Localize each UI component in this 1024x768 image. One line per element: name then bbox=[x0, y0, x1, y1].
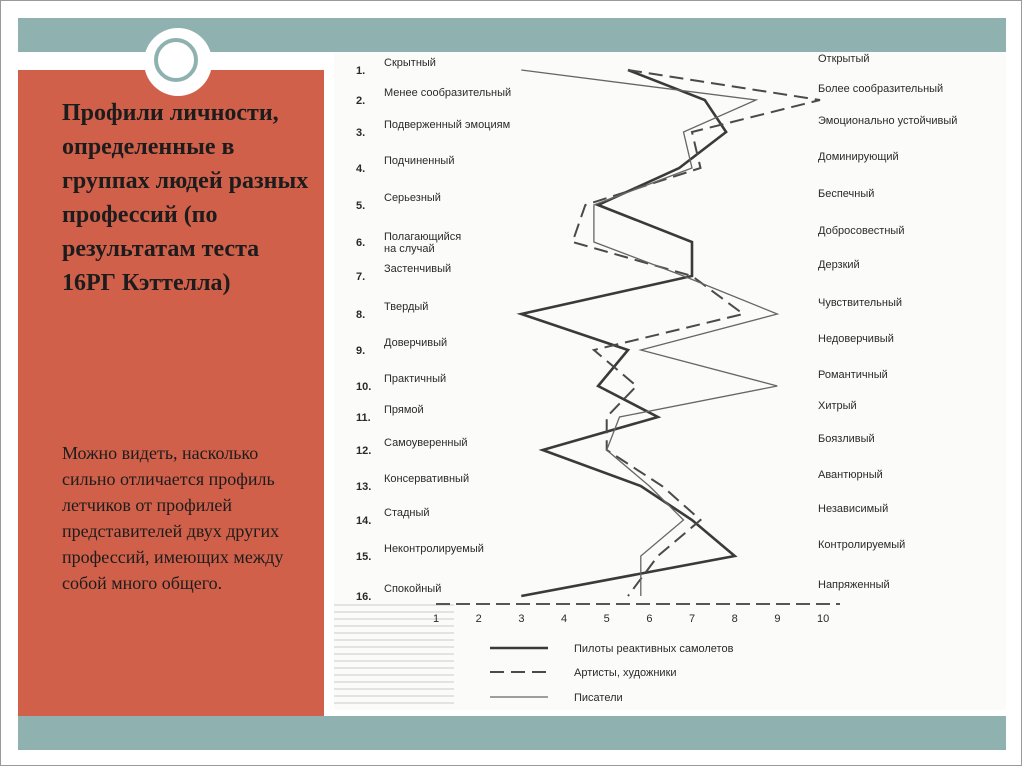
factor-number: 15. bbox=[356, 551, 372, 563]
factor-left-label: Спокойный bbox=[384, 583, 442, 595]
series-line-3 bbox=[521, 70, 777, 596]
factor-right-label: Контролируемый bbox=[818, 539, 906, 551]
factor-number: 12. bbox=[356, 445, 372, 457]
factor-number: 7. bbox=[356, 271, 366, 283]
factor-number: 2. bbox=[356, 95, 366, 107]
series-line-2 bbox=[573, 70, 821, 596]
factor-left-label: Практичный bbox=[384, 373, 447, 385]
x-tick-label: 1 bbox=[433, 613, 440, 625]
factor-number: 3. bbox=[356, 127, 366, 139]
factor-left-label: Твердый bbox=[384, 301, 429, 313]
factor-left-label-cont: на случай bbox=[384, 243, 435, 255]
factor-left-label: Застенчивый bbox=[384, 263, 452, 275]
x-tick-label: 5 bbox=[603, 613, 610, 625]
factor-right-label: Открытый bbox=[818, 53, 870, 65]
factor-left-label: Полагающийся bbox=[384, 231, 462, 243]
factor-number: 5. bbox=[356, 200, 366, 212]
factor-number: 13. bbox=[356, 481, 372, 493]
factor-right-label: Чувствительный bbox=[818, 297, 903, 309]
factor-right-label: Более сообразительный bbox=[818, 83, 944, 95]
factor-right-label: Доминирующий bbox=[818, 151, 899, 163]
factor-left-label: Скрытный bbox=[384, 57, 436, 69]
factor-number: 11. bbox=[356, 412, 371, 424]
factor-left-label: Подчиненный bbox=[384, 155, 455, 167]
factor-number: 6. bbox=[356, 237, 366, 249]
factor-right-label: Авантюрный bbox=[818, 469, 883, 481]
x-tick-label: 7 bbox=[689, 613, 696, 625]
factor-right-label: Боязливый bbox=[818, 433, 875, 445]
factor-right-label: Независимый bbox=[818, 503, 889, 515]
factor-left-label: Менее сообразительный bbox=[384, 87, 512, 99]
factor-number: 9. bbox=[356, 345, 366, 357]
legend-label: Артисты, художники bbox=[574, 667, 677, 679]
x-tick-label: 8 bbox=[731, 613, 738, 625]
factor-number: 10. bbox=[356, 381, 372, 393]
legend-label: Писатели bbox=[574, 692, 623, 704]
factor-right-label: Беспечный bbox=[818, 188, 875, 200]
slide-description: Можно видеть, насколько сильно отличается профиль летчиков от профилей представителей двух других профессий, имеющих между собой много общего. bbox=[62, 443, 284, 593]
legend-label: Пилоты реактивных самолетов bbox=[574, 643, 734, 655]
factor-number: 16. bbox=[356, 591, 372, 603]
factor-number: 14. bbox=[356, 515, 372, 527]
x-tick-label: 2 bbox=[475, 613, 482, 625]
factor-left-label: Неконтролируемый bbox=[384, 543, 484, 555]
x-tick-label: 6 bbox=[646, 613, 653, 625]
factor-number: 4. bbox=[356, 163, 366, 175]
x-tick-label: 9 bbox=[774, 613, 781, 625]
factor-left-label: Доверчивый bbox=[384, 337, 448, 349]
x-tick-label: 10 bbox=[817, 613, 830, 625]
factor-number: 1. bbox=[356, 65, 366, 77]
factor-left-label: Подверженный эмоциям bbox=[384, 119, 511, 131]
series-line-1 bbox=[521, 70, 734, 596]
factor-left-label: Самоуверенный bbox=[384, 437, 468, 449]
factor-right-label: Дерзкий bbox=[818, 259, 860, 271]
factor-right-label: Хитрый bbox=[818, 400, 857, 412]
factor-left-label: Прямой bbox=[384, 404, 424, 416]
factor-right-label: Недоверчивый bbox=[818, 333, 894, 345]
factor-left-label: Стадный bbox=[384, 507, 430, 519]
x-tick-label: 3 bbox=[518, 613, 525, 625]
x-tick-label: 4 bbox=[561, 613, 568, 625]
factor-right-label: Добросовестный bbox=[818, 225, 905, 237]
factor-right-label: Эмоционально устойчивый bbox=[818, 115, 958, 127]
slide-title: Профили личности, определенные в группах людей разных профессий (по результатам теста 16РГ Кэттелла) bbox=[62, 100, 309, 296]
factor-number: 8. bbox=[356, 309, 366, 321]
factor-right-label: Романтичный bbox=[818, 369, 888, 381]
factor-left-label: Консервативный bbox=[384, 473, 470, 485]
factor-left-label: Серьезный bbox=[384, 192, 441, 204]
factor-right-label: Напряженный bbox=[818, 579, 890, 591]
